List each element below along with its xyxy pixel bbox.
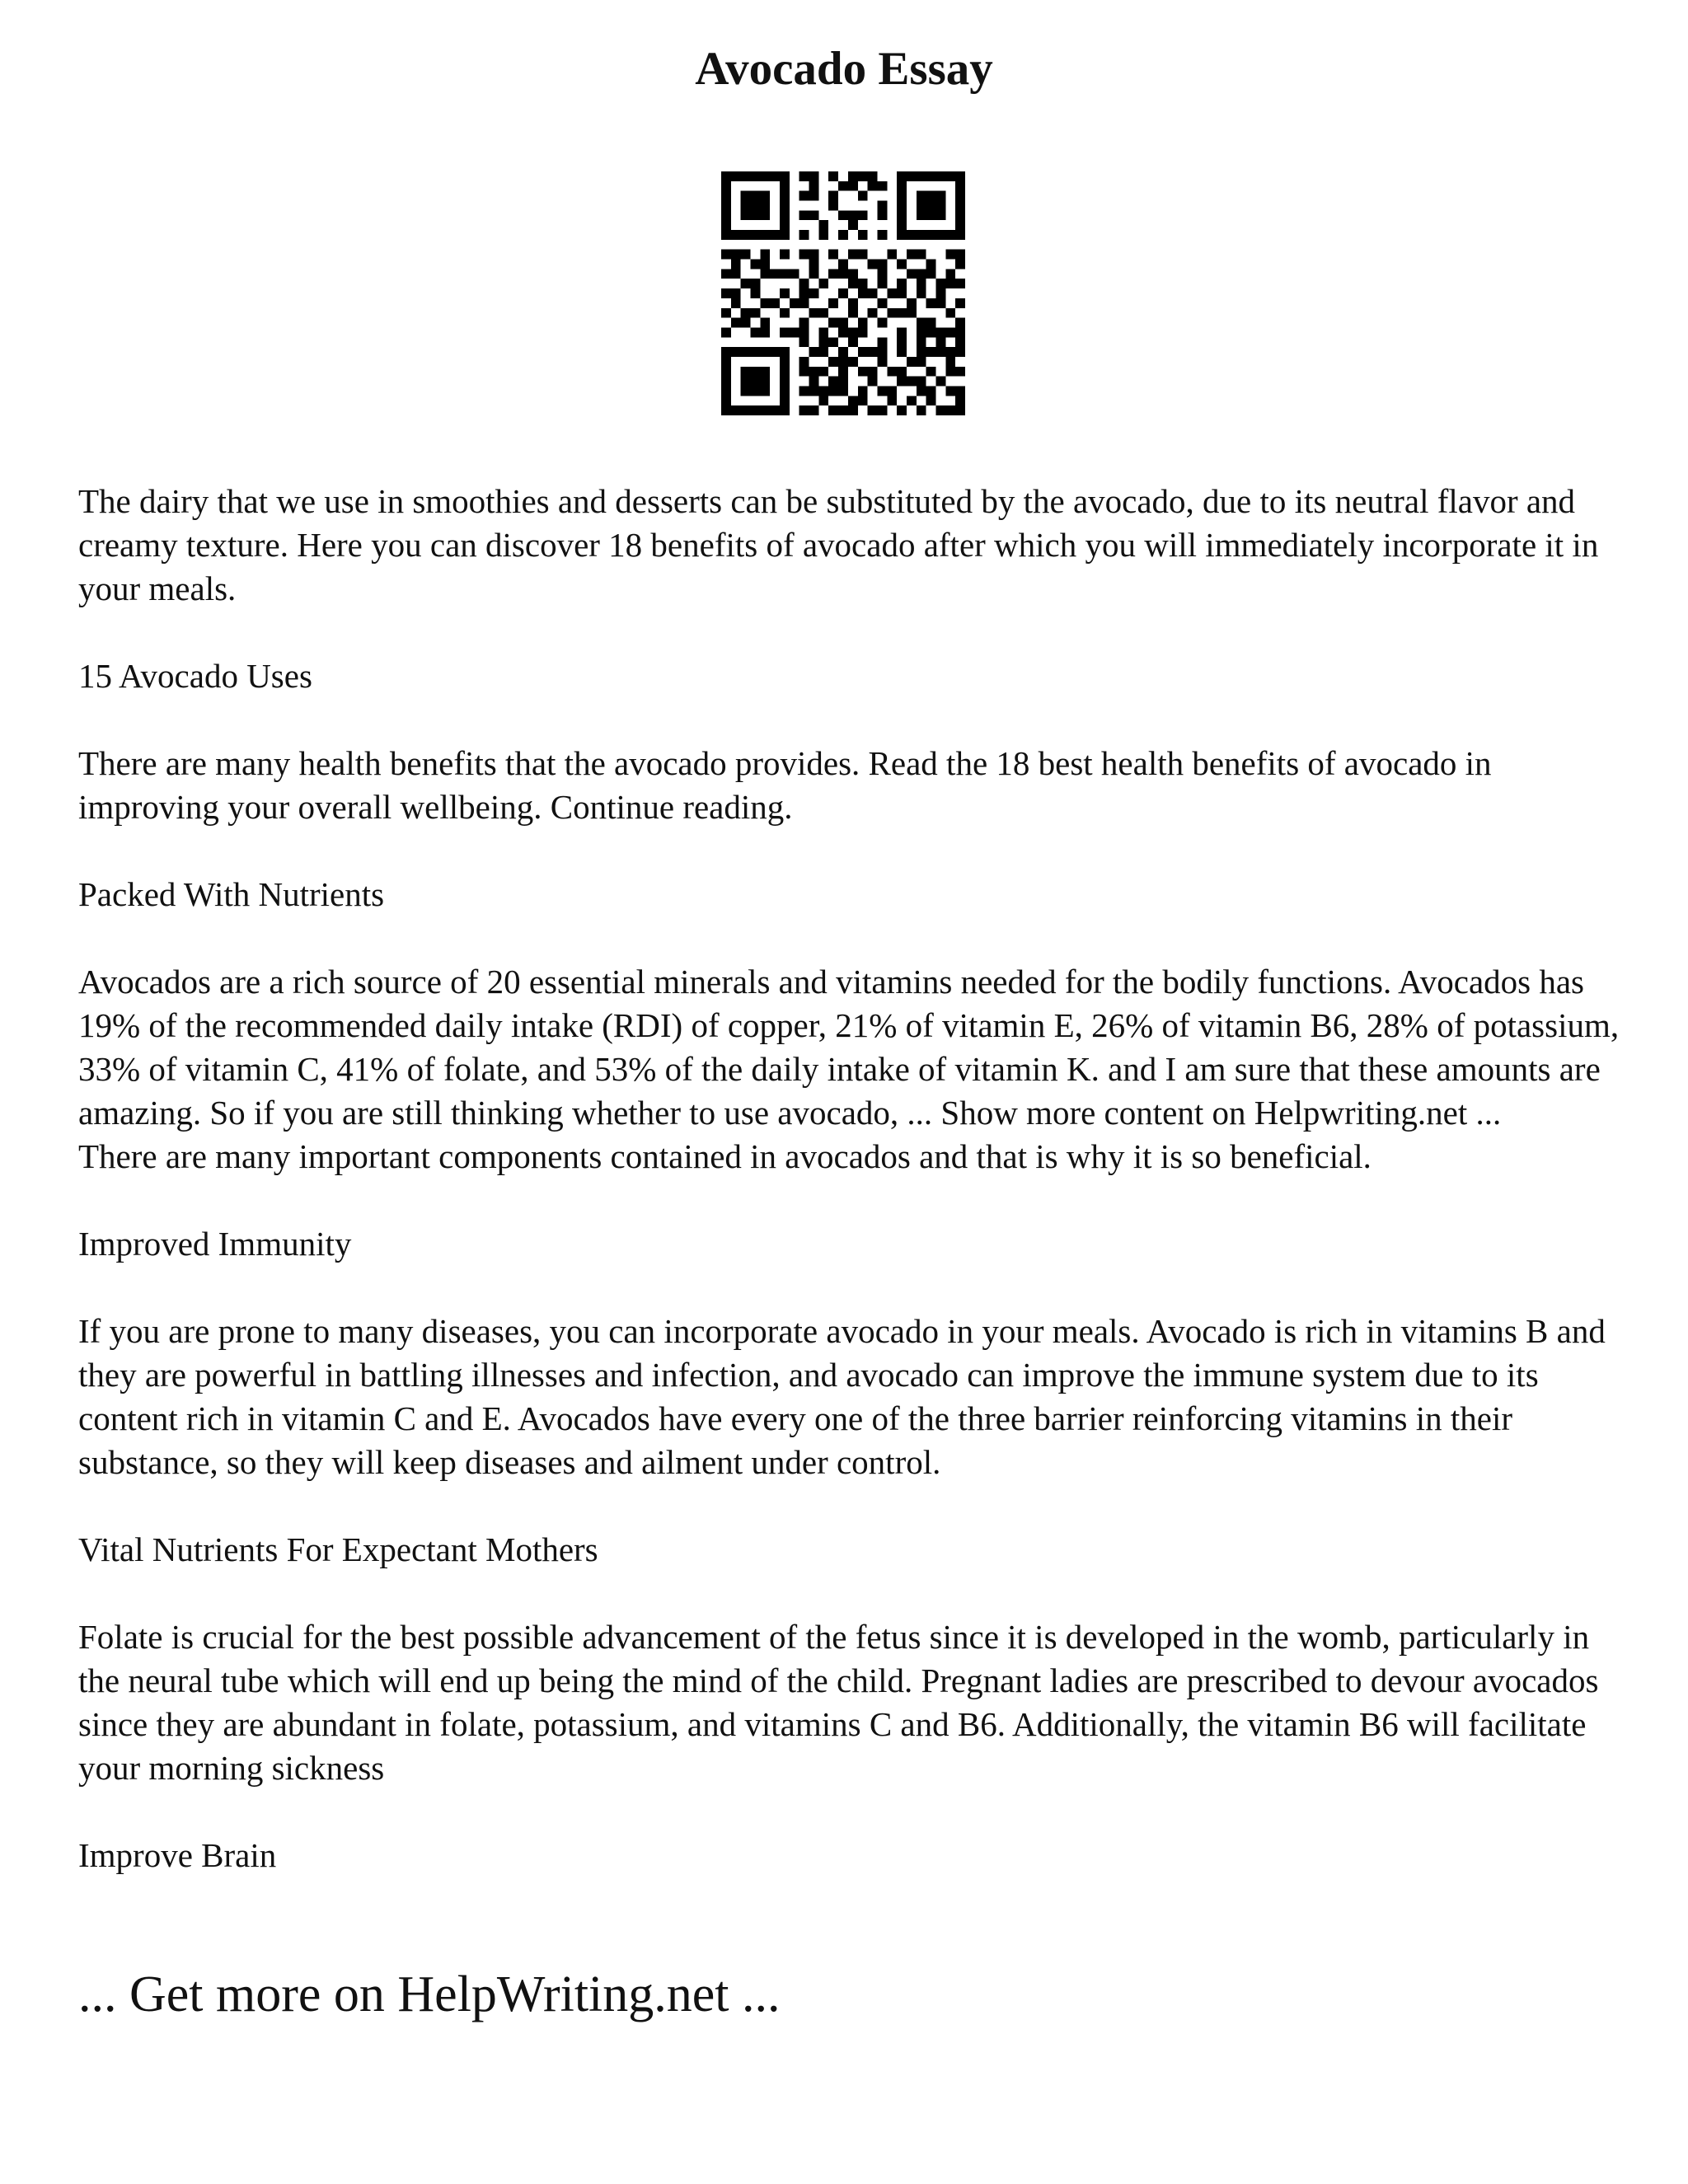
essay-body <box>78 480 1620 1921</box>
section-heading-nutrients: Packed With Nutrients <box>78 875 385 913</box>
document-title: Avocado Essay <box>695 43 993 95</box>
immunity-paragraph: If you are prone to many diseases, you can incorporate avocado in your meals. Avocado is rich in vitamins B and they are powerful in battling illnesses and infection, and avocado can improve the immune system due to its content rich in vitamin C and E. Avocados have every one of the three barrier reinforcing vitamins in their substance, so they will keep diseases and ailment under control. <box>78 1312 1606 1481</box>
mothers-paragraph: Folate is crucial for the best possible advancement of the fetus since it is developed in the womb, particularly in the neural tube which will end up being the mind of the child. Pregnant ladies are prescribed to devour avocados since they are abundant in folate, potassium, and vitamins C and B6. Additionally, the vitamin B6 will facilitate your morning sickness <box>78 1618 1599 1787</box>
components-paragraph: There are many important components contained in avocados and that is why it is so beneficial. <box>78 1137 1372 1175</box>
section-heading-immunity: Improved Immunity <box>78 1225 352 1263</box>
get-more-link[interactable]: ... Get more on HelpWriting.net ... <box>78 1966 781 2022</box>
qr-code <box>721 171 965 415</box>
benefits-paragraph: There are many health benefits that the avocado provides. Read the 18 best health benefits of avocado in improving your overall wellbeing. Continue reading. <box>78 744 1492 826</box>
nutrients-paragraph: Avocados are a rich source of 20 essential minerals and vitamins needed for the bodily functions. Avocados has 19% of the recommended daily intake (RDI) of copper, 21% of vitamin E, 26% of vitamin B6, 28% of potassium, 33% of vitamin C, 41% of folate, and 53% of the daily intake of vitamin K. and I am sure that these amounts are amazing. So if you are still thinking whether to use avocado, ... Show more content on Helpwriting.net ... <box>78 963 1620 1132</box>
section-heading-uses: 15 Avocado Uses <box>78 657 312 695</box>
section-heading-brain: Improve Brain <box>78 1836 277 1874</box>
section-heading-mothers: Vital Nutrients For Expectant Mothers <box>78 1530 598 1568</box>
intro-paragraph: The dairy that we use in smoothies and desserts can be substituted by the avocado, due to its neutral flavor and creamy texture. Here you can discover 18 benefits of avocado after which you will immediately incorporate it in your meals. <box>78 482 1599 607</box>
